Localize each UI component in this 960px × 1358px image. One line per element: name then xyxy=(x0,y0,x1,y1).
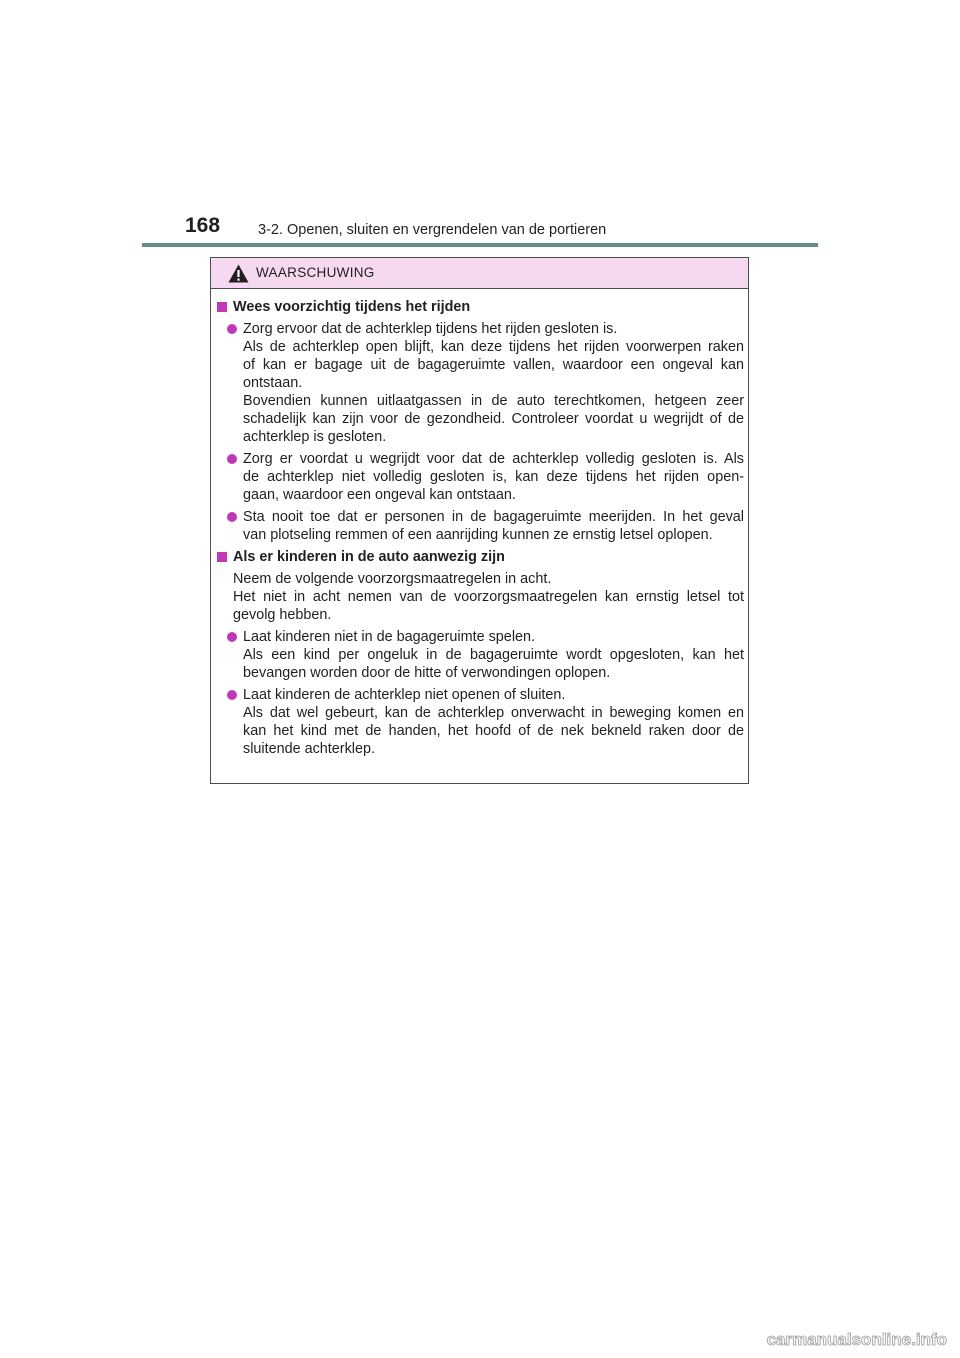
round-bullet-icon xyxy=(227,512,237,522)
section-intro xyxy=(217,570,744,624)
bullet-line: bevangen worden door de hitte of verwondingen oplopen. xyxy=(243,665,611,681)
round-bullet-icon xyxy=(227,324,237,334)
bullet-item xyxy=(217,320,744,446)
bullet-line: Sta nooit toe dat er personen in de bagageruimte meerijden. In het geval xyxy=(243,509,744,525)
bullet-line: sluitende achterklep. xyxy=(243,741,375,757)
bullet-item xyxy=(217,508,744,544)
warning-body xyxy=(217,298,744,762)
bullet-line: Laat kinderen niet in de bagageruimte spelen. xyxy=(243,629,536,645)
bullet-line: Als een kind per ongeluk in de bagageruimte wordt opgesloten, kan het xyxy=(243,647,744,663)
page-number: 168 xyxy=(185,214,221,237)
bullet-line: Laat kinderen de achterklep niet openen of sluiten. xyxy=(243,687,566,703)
round-bullet-icon xyxy=(227,632,237,642)
bullet-line: Als de achterklep open blijft, kan deze tijdens het rijden voorwerpen raken xyxy=(243,339,744,355)
bullet-line: schadelijk kan zijn voor de gezondheid. Controleer voordat u wegrijdt of de xyxy=(243,411,744,427)
warning-section xyxy=(217,548,744,758)
section-title: 3-2. Openen, sluiten en vergrendelen van de portieren xyxy=(258,222,607,238)
bullet-line: de achterklep niet volledig gesloten is, kan deze tijdens het rijden open- xyxy=(243,469,744,485)
square-bullet-icon xyxy=(217,302,227,312)
warning-title: WAARSCHUWING xyxy=(256,265,375,280)
bullet-item xyxy=(217,450,744,504)
bullet-line: Zorg ervoor dat de achterklep tijdens het rijden gesloten is. xyxy=(243,321,618,337)
bullet-line: gaan, waardoor een ongeval kan ontstaan. xyxy=(243,487,516,503)
intro-line: Het niet in acht nemen van de voorzorgsmaatregelen kan ernstig letsel tot xyxy=(233,589,744,605)
bullet-line: kan het kind met de handen, het hoofd of de nek bekneld raken door de xyxy=(243,723,744,739)
section-heading-text: Wees voorzichtig tijdens het rijden xyxy=(233,299,471,315)
bullet-line: van plotseling remmen of een aanrijding kunnen ze ernstig letsel oplopen. xyxy=(243,527,713,543)
bullet-line: of kan er bagage uit de bagageruimte vallen, waardoor een ongeval kan xyxy=(243,357,744,373)
footer-watermark xyxy=(745,1328,950,1350)
bullet-line: Als dat wel gebeurt, kan de achterklep onverwacht in beweging komen en xyxy=(243,705,744,721)
intro-line: Neem de volgende voorzorgsmaatregelen in acht. xyxy=(233,571,552,587)
watermark-text: carmanualsonline.info xyxy=(766,1330,947,1349)
bullet-line: achterklep is gesloten. xyxy=(243,429,387,445)
round-bullet-icon xyxy=(227,690,237,700)
bullet-line: Bovendien kunnen uitlaatgassen in de auto terechtkomen, hetgeen zeer xyxy=(243,393,744,409)
section-heading-text: Als er kinderen in de auto aanwezig zijn xyxy=(233,549,505,565)
section-heading xyxy=(217,298,744,316)
bullet-line: ontstaan. xyxy=(243,375,303,391)
section-heading xyxy=(217,548,744,566)
bullet-item xyxy=(217,686,744,758)
round-bullet-icon xyxy=(227,454,237,464)
warning-section xyxy=(217,298,744,544)
warning-box xyxy=(210,257,749,784)
intro-line: gevolg hebben. xyxy=(233,607,332,623)
square-bullet-icon xyxy=(217,552,227,562)
bullet-item xyxy=(217,628,744,682)
warning-header xyxy=(211,258,748,289)
header-rule xyxy=(142,243,818,247)
bullet-line: Zorg er voordat u wegrijdt voor dat de achterklep volledig gesloten is. Als xyxy=(243,451,744,467)
warning-triangle-icon xyxy=(228,264,249,283)
